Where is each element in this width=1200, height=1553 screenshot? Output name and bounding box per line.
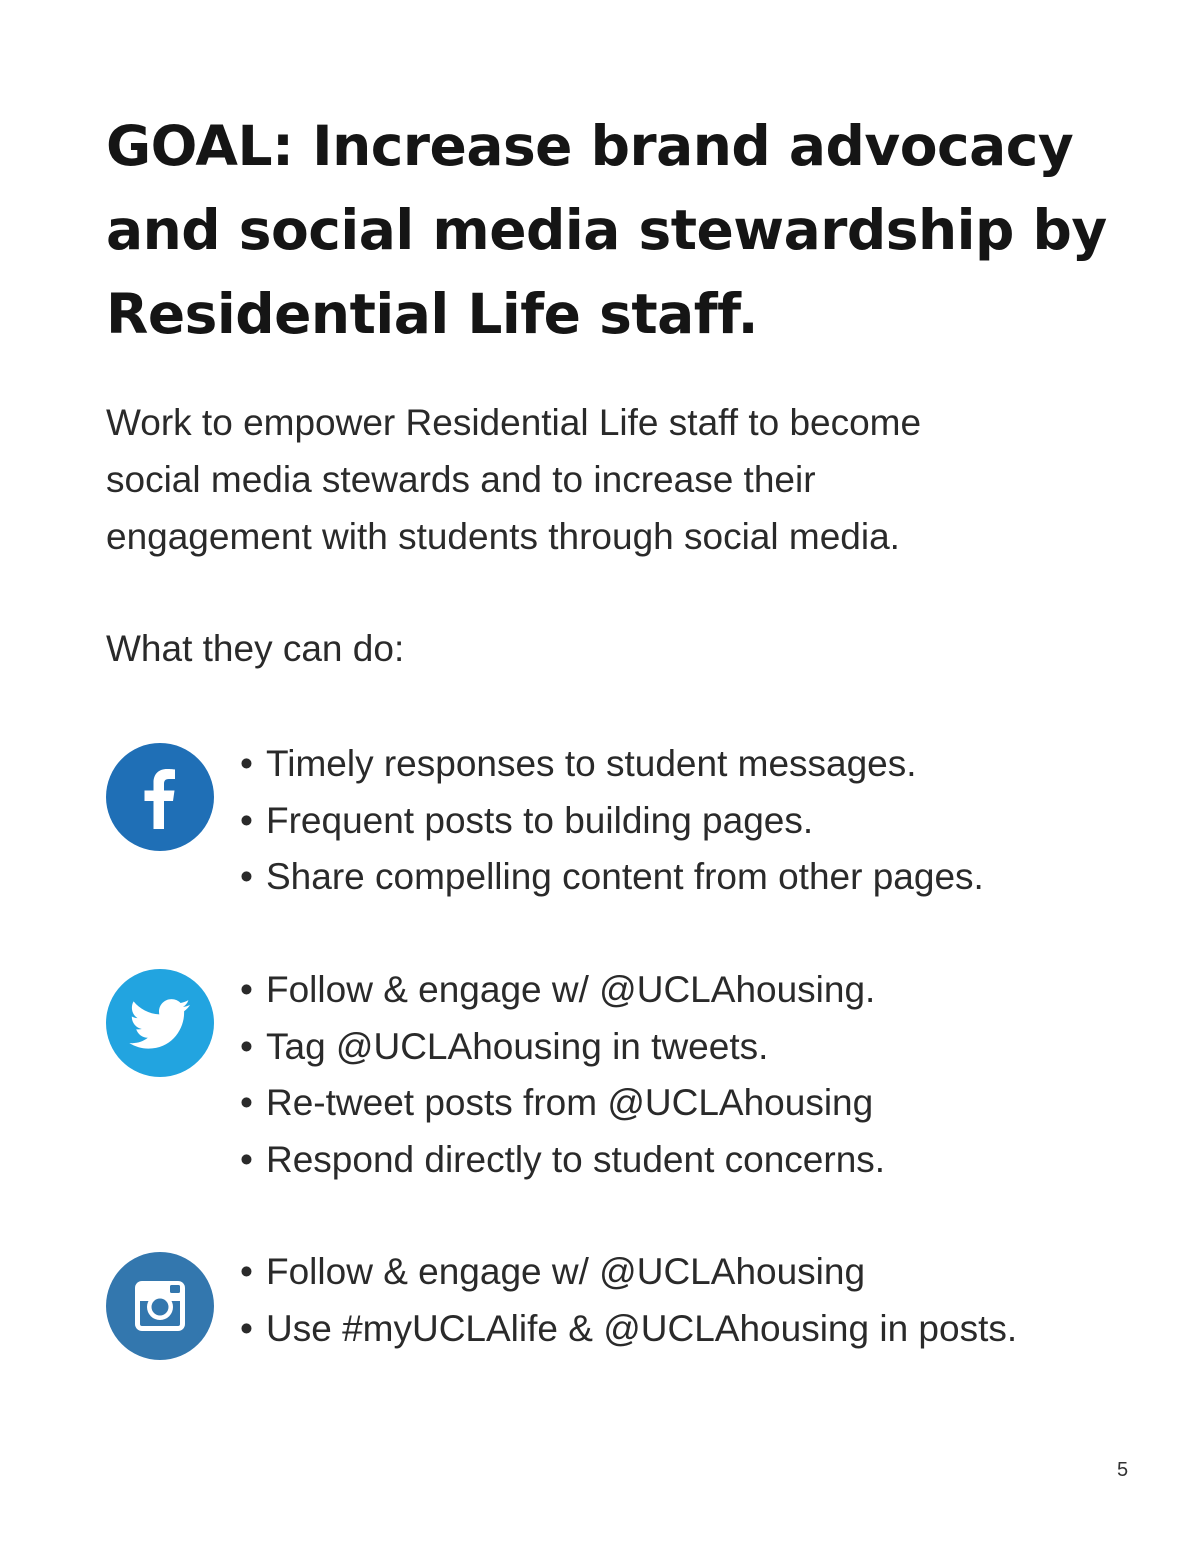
list-item: • Respond directly to student concerns. (240, 1132, 885, 1189)
title-line: and social media stewardship by (106, 198, 1107, 262)
instagram-actions-list (240, 1244, 1017, 1357)
list-item: • Timely responses to student messages. (240, 736, 984, 793)
list-item: • Follow & engage w/ @UCLAhousing. (240, 962, 885, 1019)
title-line: Residential Life staff. (106, 282, 758, 346)
list-item: • Frequent posts to building pages. (240, 793, 984, 850)
intro-paragraph (106, 394, 1106, 565)
title-line: GOAL: Increase brand advocacy (106, 114, 1074, 178)
page-number: 5 (1117, 1459, 1129, 1481)
intro-line: engagement with students through social media. (106, 516, 900, 557)
twitter-icon (106, 969, 214, 1077)
list-item: • Follow & engage w/ @UCLAhousing (240, 1244, 1017, 1301)
intro-line: Work to empower Residential Life staff to become (106, 402, 922, 443)
intro-line: social media stewards and to increase their (106, 459, 816, 500)
page-title (106, 104, 1106, 356)
list-item: • Tag @UCLAhousing in tweets. (240, 1019, 885, 1076)
list-item: • Use #myUCLAlife & @UCLAhousing in posts. (240, 1301, 1017, 1358)
twitter-actions-list (240, 962, 885, 1188)
lead-text: What they can do: (106, 628, 405, 669)
list-item: • Share compelling content from other pages. (240, 849, 984, 906)
facebook-icon (106, 743, 214, 851)
instagram-icon (106, 1252, 214, 1360)
facebook-actions-list (240, 736, 984, 906)
list-item: • Re-tweet posts from @UCLAhousing (240, 1075, 885, 1132)
